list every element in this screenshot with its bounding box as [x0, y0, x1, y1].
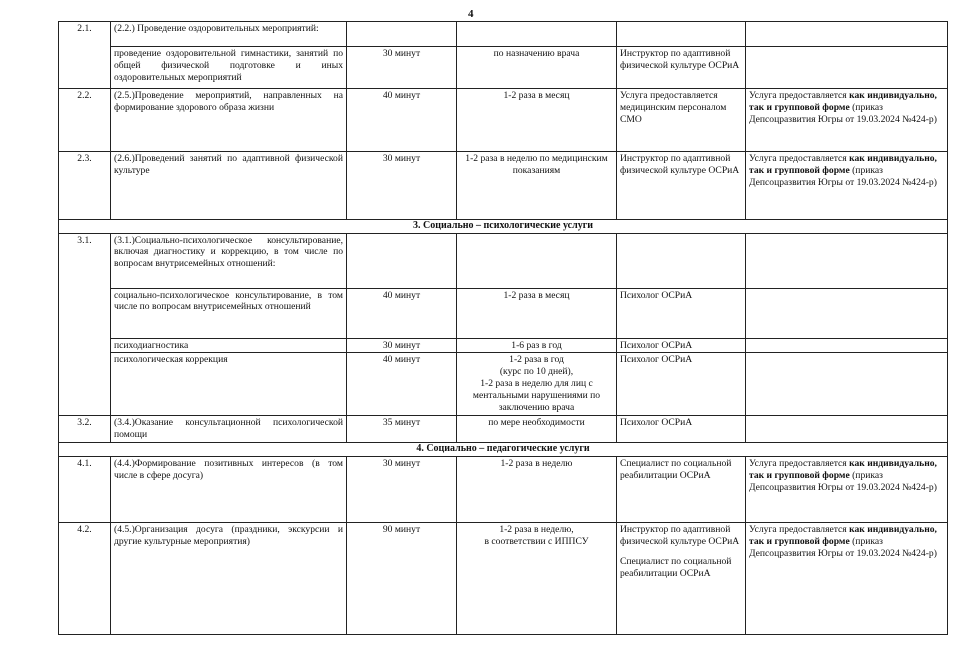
service-name: психодиагностика [111, 338, 347, 353]
service-executor: Психолог ОСРиА [617, 288, 746, 338]
section-title: 4. Социально – педагогические услуги [59, 443, 948, 457]
section-header [59, 220, 948, 234]
service-frequency: по мере необходимости [457, 416, 617, 443]
service-executor: Психолог ОСРиА [617, 416, 746, 443]
row-number: 4.2. [59, 522, 111, 634]
service-name: (2.5.)Проведение мероприятий, направленных на формирование здорового образа жизни [111, 89, 347, 152]
table-row [59, 288, 948, 338]
row-number: 2.3. [59, 152, 111, 220]
service-executor: Психолог ОСРиА [617, 353, 746, 416]
service-note: Услуга предоставляется как индивидуально, так и групповой форме (приказ Депсоцразвития Югры от 19.03.2024 №424-р) [746, 89, 948, 152]
table-row [59, 233, 948, 288]
service-note: Услуга предоставляется как индивидуально, так и групповой форме (приказ Депсоцразвития Югры от 19.03.2024 №424-р) [746, 456, 948, 522]
section-header [59, 443, 948, 457]
service-executor: Инструктор по адаптивной физической культуре ОСРиА Специалист по социальной реабилитации ОСРиА [617, 522, 746, 634]
service-duration: 40 минут [347, 89, 457, 152]
service-frequency: 1-2 раза в месяц [457, 288, 617, 338]
table-row [59, 152, 948, 220]
services-table [58, 21, 948, 635]
service-frequency: 1-2 раза в неделю [457, 456, 617, 522]
service-note: Услуга предоставляется как индивидуально, так и групповой форме (приказ Депсоцразвития Югры от 19.03.2024 №424-р) [746, 522, 948, 634]
service-name: психологическая коррекция [111, 353, 347, 416]
table-row [59, 338, 948, 353]
service-name: (3.1.)Социально-психологическое консультирование, включая диагностику и коррекцию, в том числе по вопросам внутрисемейных отношений: [111, 233, 347, 288]
service-note: Услуга предоставляется как индивидуально, так и групповой форме (приказ Депсоцразвития Югры от 19.03.2024 №424-р) [746, 152, 948, 220]
service-frequency: 1-6 раз в год [457, 338, 617, 353]
service-frequency: 1-2 раза в неделю, в соответствии с ИППСУ [457, 522, 617, 634]
service-duration: 40 минут [347, 288, 457, 338]
service-frequency: по назначению врача [457, 47, 617, 89]
service-name: (4.4.)Формирование позитивных интересов (в том числе в сфере досуга) [111, 456, 347, 522]
service-executor: Психолог ОСРиА [617, 338, 746, 353]
table-row [59, 47, 948, 89]
service-duration: 30 минут [347, 338, 457, 353]
table-row [59, 522, 948, 634]
service-duration: 30 минут [347, 47, 457, 89]
service-name: (2.6.)Проведений занятий по адаптивной физической культуре [111, 152, 347, 220]
service-name: (4.5.)Организация досуга (праздники, экскурсии и другие культурные мероприятия) [111, 522, 347, 634]
service-duration: 30 минут [347, 456, 457, 522]
service-name: социально-психологическое консультирование, в том числе по вопросам внутрисемейных отношений [111, 288, 347, 338]
service-frequency: 1-2 раза в год (курс по 10 дней), 1-2 раза в неделю для лиц с ментальными нарушениями по заключению врача [457, 353, 617, 416]
service-name: (2.2.) Проведение оздоровительных мероприятий: [111, 22, 347, 47]
row-number: 4.1. [59, 456, 111, 522]
table-row [59, 416, 948, 443]
row-number: 2.2. [59, 89, 111, 152]
service-frequency: 1-2 раза в неделю по медицинским показаниям [457, 152, 617, 220]
service-duration: 35 минут [347, 416, 457, 443]
service-duration: 90 минут [347, 522, 457, 634]
service-executor: Инструктор по адаптивной физической культуре ОСРиА [617, 47, 746, 89]
service-executor: Инструктор по адаптивной физической культуре ОСРиА [617, 152, 746, 220]
service-duration: 40 минут [347, 353, 457, 416]
row-number: 3.2. [59, 416, 111, 443]
section-title: 3. Социально – психологические услуги [59, 220, 948, 234]
table-row [59, 89, 948, 152]
page-number: 4 [468, 8, 474, 20]
service-executor: Специалист по социальной реабилитации ОСРиА [617, 456, 746, 522]
row-number: 3.1. [59, 233, 111, 416]
service-name: (3.4.)Оказание консультационной психологической помощи [111, 416, 347, 443]
service-name: проведение оздоровительной гимнастики, занятий по общей физической подготовке и иных оздоровительных мероприятий [111, 47, 347, 89]
service-executor: Услуга предоставляется медицинским персоналом СМО [617, 89, 746, 152]
service-duration: 30 минут [347, 152, 457, 220]
table-row [59, 456, 948, 522]
row-number: 2.1. [59, 22, 111, 89]
table-row [59, 22, 948, 47]
table-row [59, 353, 948, 416]
service-frequency: 1-2 раза в месяц [457, 89, 617, 152]
